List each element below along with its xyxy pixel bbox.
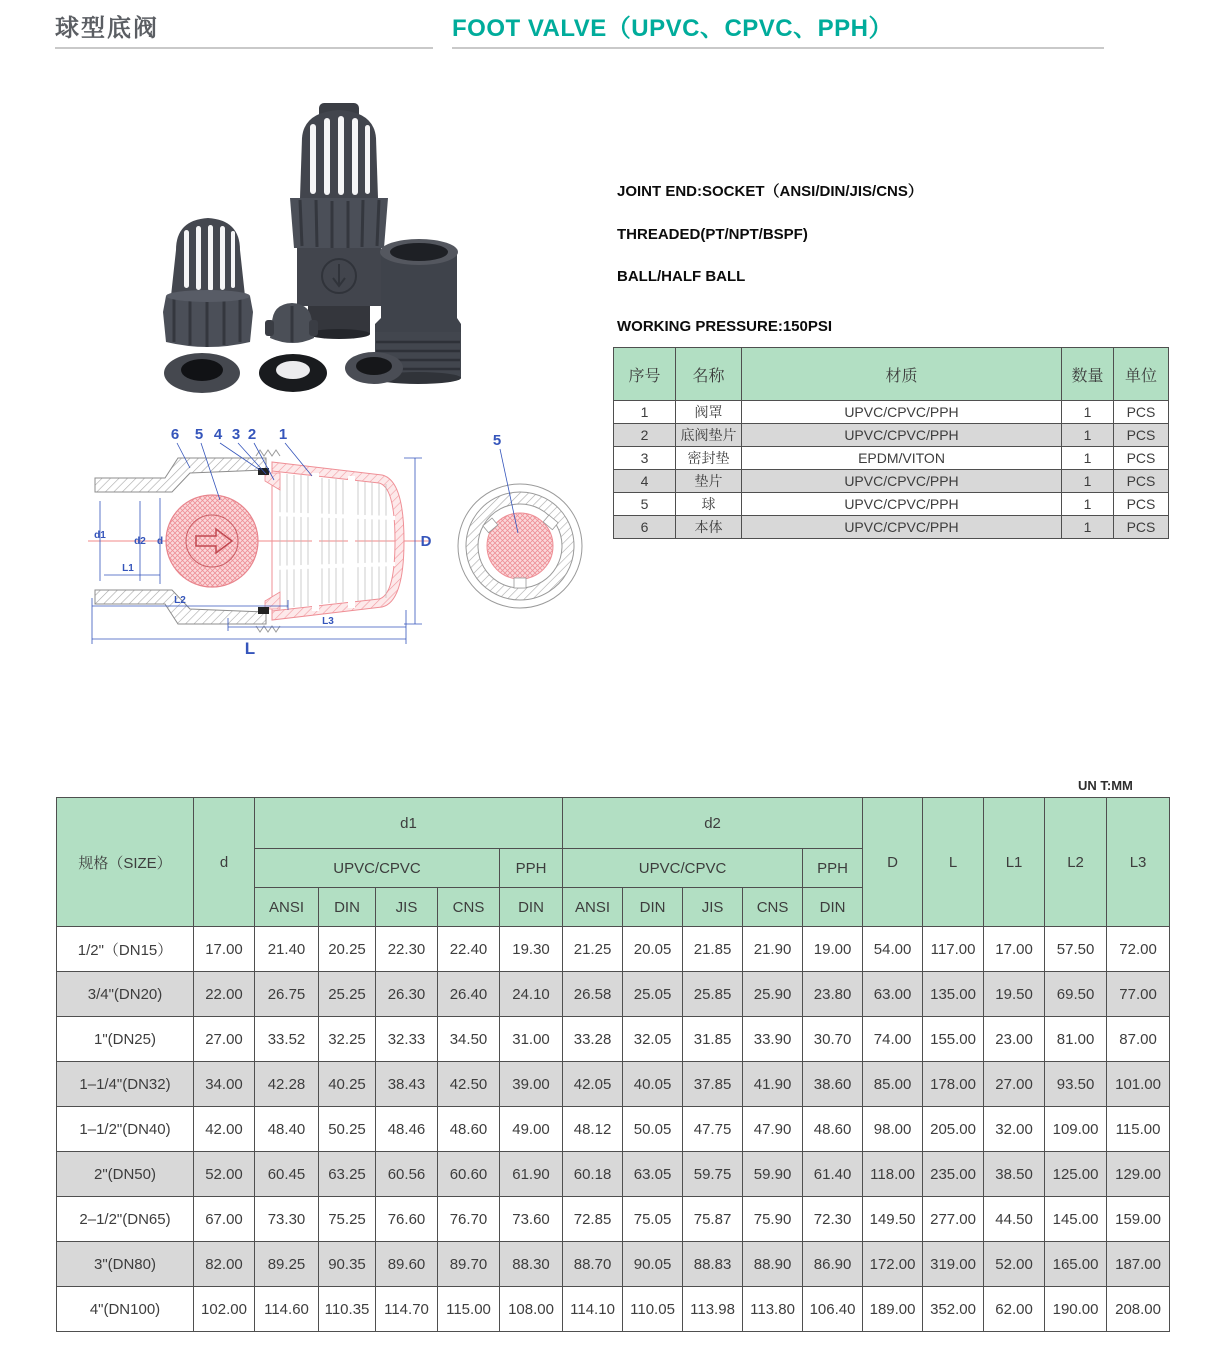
d2-pph-din: DIN bbox=[803, 888, 863, 927]
dim-cell: 86.90 bbox=[803, 1242, 863, 1287]
callout-4: 4 bbox=[213, 426, 223, 443]
page-title-cn: 球型底阀 bbox=[55, 15, 159, 42]
parts-cell: 密封垫 bbox=[676, 447, 742, 470]
dim-cell: 3"(DN80) bbox=[57, 1242, 194, 1287]
callout-3: 3 bbox=[231, 426, 241, 443]
dim-cell: 22.40 bbox=[438, 927, 500, 972]
dim-cell: 48.60 bbox=[803, 1107, 863, 1152]
callout-5: 5 bbox=[194, 426, 204, 443]
parts-cell: UPVC/CPVC/PPH bbox=[742, 516, 1062, 539]
col-L2: L2 bbox=[1045, 798, 1107, 927]
dim-cell: 27.00 bbox=[194, 1017, 255, 1062]
dim-cell: 34.50 bbox=[438, 1017, 500, 1062]
dim-cell: 19.00 bbox=[803, 927, 863, 972]
dim-cell: 26.75 bbox=[255, 972, 319, 1017]
d1-upvc-cpvc: UPVC/CPVC bbox=[255, 849, 500, 888]
dim-cell: 135.00 bbox=[923, 972, 984, 1017]
dim-cell: 75.90 bbox=[743, 1197, 803, 1242]
dim-cell: 88.30 bbox=[500, 1242, 563, 1287]
dim-cell: 47.75 bbox=[683, 1107, 743, 1152]
dim-cell: 72.85 bbox=[563, 1197, 623, 1242]
dim-cell: 48.40 bbox=[255, 1107, 319, 1152]
dim-cell: 32.00 bbox=[984, 1107, 1045, 1152]
col-size: 规格（SIZE） bbox=[57, 798, 194, 927]
parts-cell: 本体 bbox=[676, 516, 742, 539]
parts-cell: PCS bbox=[1114, 470, 1169, 493]
dim-cell: 208.00 bbox=[1107, 1287, 1170, 1332]
dim-cell: 41.90 bbox=[743, 1062, 803, 1107]
dim-cell: 235.00 bbox=[923, 1152, 984, 1197]
dim-cell: 63.00 bbox=[863, 972, 923, 1017]
d1-pph-din: DIN bbox=[500, 888, 563, 927]
dim-cell: 47.90 bbox=[743, 1107, 803, 1152]
dim-cell: 108.00 bbox=[500, 1287, 563, 1332]
dim-cell: 4"(DN100) bbox=[57, 1287, 194, 1332]
dim-cell: 205.00 bbox=[923, 1107, 984, 1152]
dim-cell: 34.00 bbox=[194, 1062, 255, 1107]
parts-cell: 底阀垫片 bbox=[676, 424, 742, 447]
dim-cell: 26.30 bbox=[376, 972, 438, 1017]
dim-cell: 2"(DN50) bbox=[57, 1152, 194, 1197]
dim-cell: 82.00 bbox=[194, 1242, 255, 1287]
dim-table-row bbox=[57, 1287, 1170, 1332]
dim-cell: 21.85 bbox=[683, 927, 743, 972]
parts-cell: 3 bbox=[614, 447, 676, 470]
dim-cell: 48.60 bbox=[438, 1107, 500, 1152]
dim-cell: 48.12 bbox=[563, 1107, 623, 1152]
col-L3: L3 bbox=[1107, 798, 1170, 927]
dim-l3: L3 bbox=[322, 616, 334, 627]
dim-cell: 114.70 bbox=[376, 1287, 438, 1332]
parts-col-material: 材质 bbox=[742, 348, 1062, 401]
dim-cell: 109.00 bbox=[1045, 1107, 1107, 1152]
parts-cell: PCS bbox=[1114, 424, 1169, 447]
d2-pph: PPH bbox=[803, 849, 863, 888]
dim-cell: 24.10 bbox=[500, 972, 563, 1017]
dim-cell: 50.05 bbox=[623, 1107, 683, 1152]
parts-cell: PCS bbox=[1114, 401, 1169, 424]
dim-cell: 25.25 bbox=[319, 972, 376, 1017]
col-D: D bbox=[863, 798, 923, 927]
dim-cell: 81.00 bbox=[1045, 1017, 1107, 1062]
dim-cell: 52.00 bbox=[984, 1242, 1045, 1287]
dim-l2: L2 bbox=[174, 595, 186, 606]
spec-ball: BALL/HALF BALL bbox=[617, 268, 746, 285]
spec-joint-end: JOINT END:SOCKET（ANSI/DIN/JIS/CNS） bbox=[617, 183, 923, 200]
d2-cns: CNS bbox=[743, 888, 803, 927]
dim-cell: 40.25 bbox=[319, 1062, 376, 1107]
dim-cell: 21.40 bbox=[255, 927, 319, 972]
foot-valve-image bbox=[290, 103, 388, 339]
dim-cell: 39.00 bbox=[500, 1062, 563, 1107]
dim-cell: 49.00 bbox=[500, 1107, 563, 1152]
dim-cell: 63.05 bbox=[623, 1152, 683, 1197]
dim-cell: 90.35 bbox=[319, 1242, 376, 1287]
dim-cell: 32.25 bbox=[319, 1017, 376, 1062]
callout-2: 2 bbox=[247, 426, 257, 443]
dim-d1: d1 bbox=[94, 530, 106, 541]
dim-cell: 32.05 bbox=[623, 1017, 683, 1062]
dim-table-row bbox=[57, 1017, 1170, 1062]
dim-cell: 102.00 bbox=[194, 1287, 255, 1332]
dim-cell: 115.00 bbox=[438, 1287, 500, 1332]
dim-cell: 113.80 bbox=[743, 1287, 803, 1332]
dim-cell: 48.46 bbox=[376, 1107, 438, 1152]
dim-cell: 38.50 bbox=[984, 1152, 1045, 1197]
dim-table-row bbox=[57, 972, 1170, 1017]
dim-cell: 62.00 bbox=[984, 1287, 1045, 1332]
dim-cell: 93.50 bbox=[1045, 1062, 1107, 1107]
dim-cell: 319.00 bbox=[923, 1242, 984, 1287]
col-L1: L1 bbox=[984, 798, 1045, 927]
parts-cell: UPVC/CPVC/PPH bbox=[742, 424, 1062, 447]
parts-cell: PCS bbox=[1114, 516, 1169, 539]
dim-cell: 42.05 bbox=[563, 1062, 623, 1107]
dim-cell: 42.50 bbox=[438, 1062, 500, 1107]
dim-cell: 61.90 bbox=[500, 1152, 563, 1197]
dim-table-body bbox=[57, 927, 1170, 1332]
dim-cell: 44.50 bbox=[984, 1197, 1045, 1242]
product-photo bbox=[100, 80, 600, 420]
parts-table-row bbox=[614, 401, 1169, 424]
dim-cell: 98.00 bbox=[863, 1107, 923, 1152]
dim-cell: 25.05 bbox=[623, 972, 683, 1017]
dim-cell: 129.00 bbox=[1107, 1152, 1170, 1197]
dim-cell: 88.70 bbox=[563, 1242, 623, 1287]
group-d1: d1 bbox=[255, 798, 563, 849]
dim-cell: 57.50 bbox=[1045, 927, 1107, 972]
parts-cell: UPVC/CPVC/PPH bbox=[742, 401, 1062, 424]
page-title-en: FOOT VALVE（UPVC、CPVC、PPH） bbox=[452, 15, 893, 42]
dim-cell: 60.45 bbox=[255, 1152, 319, 1197]
parts-cell: 1 bbox=[1062, 447, 1114, 470]
dim-table-row bbox=[57, 1242, 1170, 1287]
dim-cell: 42.28 bbox=[255, 1062, 319, 1107]
dim-cell: 19.30 bbox=[500, 927, 563, 972]
dim-table-row bbox=[57, 1062, 1170, 1107]
dim-cell: 60.18 bbox=[563, 1152, 623, 1197]
parts-cell: 2 bbox=[614, 424, 676, 447]
strainer-cage-image bbox=[163, 218, 253, 347]
technical-drawing bbox=[60, 418, 608, 658]
dim-cell: 89.70 bbox=[438, 1242, 500, 1287]
dim-cell: 85.00 bbox=[863, 1062, 923, 1107]
dim-cell: 26.40 bbox=[438, 972, 500, 1017]
dim-cell: 33.90 bbox=[743, 1017, 803, 1062]
dim-cell: 76.70 bbox=[438, 1197, 500, 1242]
d2-jis: JIS bbox=[683, 888, 743, 927]
dim-d-cap: D bbox=[420, 533, 432, 550]
dim-cell: 38.43 bbox=[376, 1062, 438, 1107]
d2-din: DIN bbox=[623, 888, 683, 927]
dim-cell: 159.00 bbox=[1107, 1197, 1170, 1242]
dim-cell: 63.25 bbox=[319, 1152, 376, 1197]
parts-cell: UPVC/CPVC/PPH bbox=[742, 470, 1062, 493]
dim-table-row bbox=[57, 927, 1170, 972]
dim-cell: 1/2"（DN15） bbox=[57, 927, 194, 972]
dim-cell: 277.00 bbox=[923, 1197, 984, 1242]
parts-cell: PCS bbox=[1114, 493, 1169, 516]
dim-cell: 50.25 bbox=[319, 1107, 376, 1152]
dim-cell: 59.75 bbox=[683, 1152, 743, 1197]
parts-table-body bbox=[614, 401, 1169, 539]
callout-6: 6 bbox=[170, 426, 180, 443]
dim-cell: 187.00 bbox=[1107, 1242, 1170, 1287]
parts-table-row bbox=[614, 424, 1169, 447]
dim-cell: 20.25 bbox=[319, 927, 376, 972]
dim-cell: 3/4"(DN20) bbox=[57, 972, 194, 1017]
parts-col-qty: 数量 bbox=[1062, 348, 1114, 401]
d1-pph: PPH bbox=[500, 849, 563, 888]
parts-table-header-row bbox=[614, 348, 1169, 401]
dim-cell: 155.00 bbox=[923, 1017, 984, 1062]
dim-cell: 31.85 bbox=[683, 1017, 743, 1062]
dim-cell: 101.00 bbox=[1107, 1062, 1170, 1107]
dim-header-row-1 bbox=[57, 798, 1170, 849]
dim-l1: L1 bbox=[122, 563, 134, 574]
dim-cell: 60.60 bbox=[438, 1152, 500, 1197]
parts-table bbox=[613, 347, 1169, 539]
d1-din: DIN bbox=[319, 888, 376, 927]
d1-jis: JIS bbox=[376, 888, 438, 927]
dim-cell: 106.40 bbox=[803, 1287, 863, 1332]
dim-cell: 17.00 bbox=[984, 927, 1045, 972]
dim-cell: 42.00 bbox=[194, 1107, 255, 1152]
dim-cell: 165.00 bbox=[1045, 1242, 1107, 1287]
dim-cell: 21.90 bbox=[743, 927, 803, 972]
dim-table-row bbox=[57, 1107, 1170, 1152]
spec-working-pressure: WORKING PRESSURE:150PSI bbox=[617, 318, 833, 335]
dim-cell: 76.60 bbox=[376, 1197, 438, 1242]
dim-cell: 110.35 bbox=[319, 1287, 376, 1332]
dim-cell: 20.05 bbox=[623, 927, 683, 972]
dim-cell: 114.10 bbox=[563, 1287, 623, 1332]
d1-cns: CNS bbox=[438, 888, 500, 927]
dim-table-row bbox=[57, 1197, 1170, 1242]
parts-cell: 球 bbox=[676, 493, 742, 516]
dim-cell: 89.25 bbox=[255, 1242, 319, 1287]
parts-table-row bbox=[614, 447, 1169, 470]
dim-cell: 117.00 bbox=[923, 927, 984, 972]
parts-cell: 1 bbox=[1062, 401, 1114, 424]
dim-cell: 23.00 bbox=[984, 1017, 1045, 1062]
parts-col-name: 名称 bbox=[676, 348, 742, 401]
dim-cell: 149.50 bbox=[863, 1197, 923, 1242]
dim-cell: 27.00 bbox=[984, 1062, 1045, 1107]
dim-cell: 125.00 bbox=[1045, 1152, 1107, 1197]
dim-cell: 52.00 bbox=[194, 1152, 255, 1197]
dim-cell: 22.30 bbox=[376, 927, 438, 972]
dim-cell: 25.85 bbox=[683, 972, 743, 1017]
dim-cell: 89.60 bbox=[376, 1242, 438, 1287]
ball-section bbox=[166, 495, 258, 587]
dim-cell: 77.00 bbox=[1107, 972, 1170, 1017]
dim-cell: 189.00 bbox=[863, 1287, 923, 1332]
dim-cell: 75.05 bbox=[623, 1197, 683, 1242]
dim-cell: 1"(DN25) bbox=[57, 1017, 194, 1062]
dim-cell: 74.00 bbox=[863, 1017, 923, 1062]
dim-cell: 32.33 bbox=[376, 1017, 438, 1062]
end-view-callout-5: 5 bbox=[492, 432, 502, 449]
dim-cell: 72.00 bbox=[1107, 927, 1170, 972]
header-rule-left bbox=[55, 47, 433, 49]
parts-cell: 6 bbox=[614, 516, 676, 539]
parts-cell: 垫片 bbox=[676, 470, 742, 493]
parts-cell: 1 bbox=[614, 401, 676, 424]
callout-1: 1 bbox=[278, 426, 288, 443]
dim-cell: 38.60 bbox=[803, 1062, 863, 1107]
dim-cell: 88.90 bbox=[743, 1242, 803, 1287]
dim-cell: 178.00 bbox=[923, 1062, 984, 1107]
dim-cell: 26.58 bbox=[563, 972, 623, 1017]
dim-cell: 73.30 bbox=[255, 1197, 319, 1242]
dim-cell: 33.52 bbox=[255, 1017, 319, 1062]
spec-threaded: THREADED(PT/NPT/BSPF) bbox=[617, 226, 808, 243]
col-L: L bbox=[923, 798, 984, 927]
d2-ansi: ANSI bbox=[563, 888, 623, 927]
dim-cell: 75.25 bbox=[319, 1197, 376, 1242]
dim-cell: 61.40 bbox=[803, 1152, 863, 1197]
dim-cell: 67.00 bbox=[194, 1197, 255, 1242]
d1-ansi: ANSI bbox=[255, 888, 319, 927]
parts-cell: 1 bbox=[1062, 424, 1114, 447]
parts-cell: 4 bbox=[614, 470, 676, 493]
dim-cell: 145.00 bbox=[1045, 1197, 1107, 1242]
dim-cell: 110.05 bbox=[623, 1287, 683, 1332]
dim-d: d bbox=[156, 536, 164, 547]
dim-cell: 72.30 bbox=[803, 1197, 863, 1242]
dim-d2: d2 bbox=[134, 536, 146, 547]
parts-cell: 1 bbox=[1062, 493, 1114, 516]
dim-cell: 172.00 bbox=[863, 1242, 923, 1287]
unit-note: UN T:MM bbox=[1078, 778, 1133, 793]
gaskets-image bbox=[164, 352, 403, 393]
dim-cell: 69.50 bbox=[1045, 972, 1107, 1017]
dim-cell: 22.00 bbox=[194, 972, 255, 1017]
dim-cell: 2–1/2"(DN65) bbox=[57, 1197, 194, 1242]
parts-table-row bbox=[614, 493, 1169, 516]
dim-cell: 87.00 bbox=[1107, 1017, 1170, 1062]
dim-cell: 31.00 bbox=[500, 1017, 563, 1062]
dim-cell: 352.00 bbox=[923, 1287, 984, 1332]
col-d: d bbox=[194, 798, 255, 927]
parts-cell: 1 bbox=[1062, 516, 1114, 539]
dim-cell: 115.00 bbox=[1107, 1107, 1170, 1152]
dim-cell: 21.25 bbox=[563, 927, 623, 972]
dim-cell: 90.05 bbox=[623, 1242, 683, 1287]
dim-cell: 88.83 bbox=[683, 1242, 743, 1287]
parts-table-row bbox=[614, 516, 1169, 539]
dim-cell: 23.80 bbox=[803, 972, 863, 1017]
parts-cell: 5 bbox=[614, 493, 676, 516]
parts-cell: 1 bbox=[1062, 470, 1114, 493]
dim-cell: 33.28 bbox=[563, 1017, 623, 1062]
parts-cell: EPDM/VITON bbox=[742, 447, 1062, 470]
group-d2: d2 bbox=[563, 798, 863, 849]
dim-cell: 30.70 bbox=[803, 1017, 863, 1062]
dim-cell: 59.90 bbox=[743, 1152, 803, 1197]
dim-table-row bbox=[57, 1152, 1170, 1197]
parts-table-row bbox=[614, 470, 1169, 493]
dim-cell: 25.90 bbox=[743, 972, 803, 1017]
dim-cell: 1–1/2"(DN40) bbox=[57, 1107, 194, 1152]
dim-cell: 190.00 bbox=[1045, 1287, 1107, 1332]
parts-cell: UPVC/CPVC/PPH bbox=[742, 493, 1062, 516]
d2-upvc-cpvc: UPVC/CPVC bbox=[563, 849, 803, 888]
dim-cell: 1–1/4"(DN32) bbox=[57, 1062, 194, 1107]
dim-cell: 75.87 bbox=[683, 1197, 743, 1242]
parts-col-unit: 单位 bbox=[1114, 348, 1169, 401]
dim-cell: 19.50 bbox=[984, 972, 1045, 1017]
parts-cell: PCS bbox=[1114, 447, 1169, 470]
dim-cell: 118.00 bbox=[863, 1152, 923, 1197]
dim-cell: 60.56 bbox=[376, 1152, 438, 1197]
dim-cell: 17.00 bbox=[194, 927, 255, 972]
dim-cell: 54.00 bbox=[863, 927, 923, 972]
parts-cell: 阀罩 bbox=[676, 401, 742, 424]
dim-cell: 73.60 bbox=[500, 1197, 563, 1242]
dim-cell: 114.60 bbox=[255, 1287, 319, 1332]
dimension-table bbox=[56, 797, 1170, 1332]
header-rule-right bbox=[452, 47, 1104, 49]
dim-l: L bbox=[244, 639, 256, 658]
dim-cell: 113.98 bbox=[683, 1287, 743, 1332]
dim-cell: 40.05 bbox=[623, 1062, 683, 1107]
dim-cell: 37.85 bbox=[683, 1062, 743, 1107]
end-view-section bbox=[458, 432, 582, 608]
parts-col-index: 序号 bbox=[614, 348, 676, 401]
